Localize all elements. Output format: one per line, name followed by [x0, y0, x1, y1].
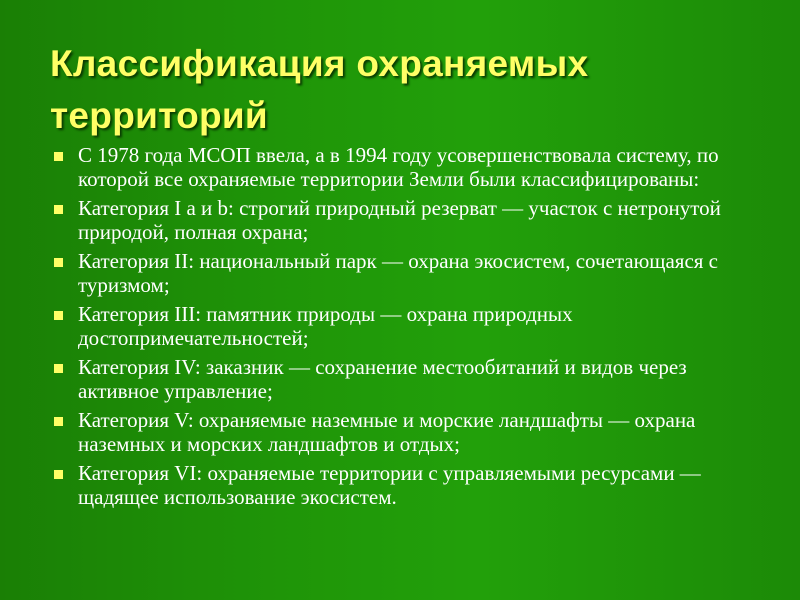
bullet-text: Категория I a и b: строгий природный резерват — участок с нетронутой природой, полная охрана;: [78, 196, 721, 244]
slide-title: Классификация охраняемых территорий: [50, 43, 589, 136]
bullet-item: [52, 409, 762, 456]
square-bullet-icon: [54, 417, 63, 426]
square-bullet-icon: [54, 205, 63, 214]
bullet-text: Категория IV: заказник — сохранение местообитаний и видов через активное управление;: [78, 355, 687, 403]
bullet-text: Категория VI: охраняемые территории с управляемыми ресурсами — щадящее использование экосистем.: [78, 461, 701, 509]
bullet-item: [52, 250, 762, 297]
square-bullet-icon: [54, 311, 63, 320]
bullet-text: С 1978 года МСОП ввела, а в 1994 году усовершенствовала систему, по которой все охраняемые территории Земли были классифицированы:: [78, 143, 719, 191]
bullet-item: [52, 462, 762, 509]
bullet-item: [52, 356, 762, 403]
bullet-item: [52, 197, 762, 244]
bullet-list: [52, 144, 762, 515]
square-bullet-icon: [54, 364, 63, 373]
bullet-text: Категория II: национальный парк — охрана экосистем, сочетающаяся с туризмом;: [78, 249, 718, 297]
bullet-item: [52, 144, 762, 191]
square-bullet-icon: [54, 258, 63, 267]
bullet-item: [52, 303, 762, 350]
bullet-text: Категория V: охраняемые наземные и морские ландшафты — охрана наземных и морских ландшафтов и отдых;: [78, 408, 696, 456]
square-bullet-icon: [54, 152, 63, 161]
square-bullet-icon: [54, 470, 63, 479]
bullet-text: Категория III: памятник природы — охрана природных достопримечательностей;: [78, 302, 573, 350]
